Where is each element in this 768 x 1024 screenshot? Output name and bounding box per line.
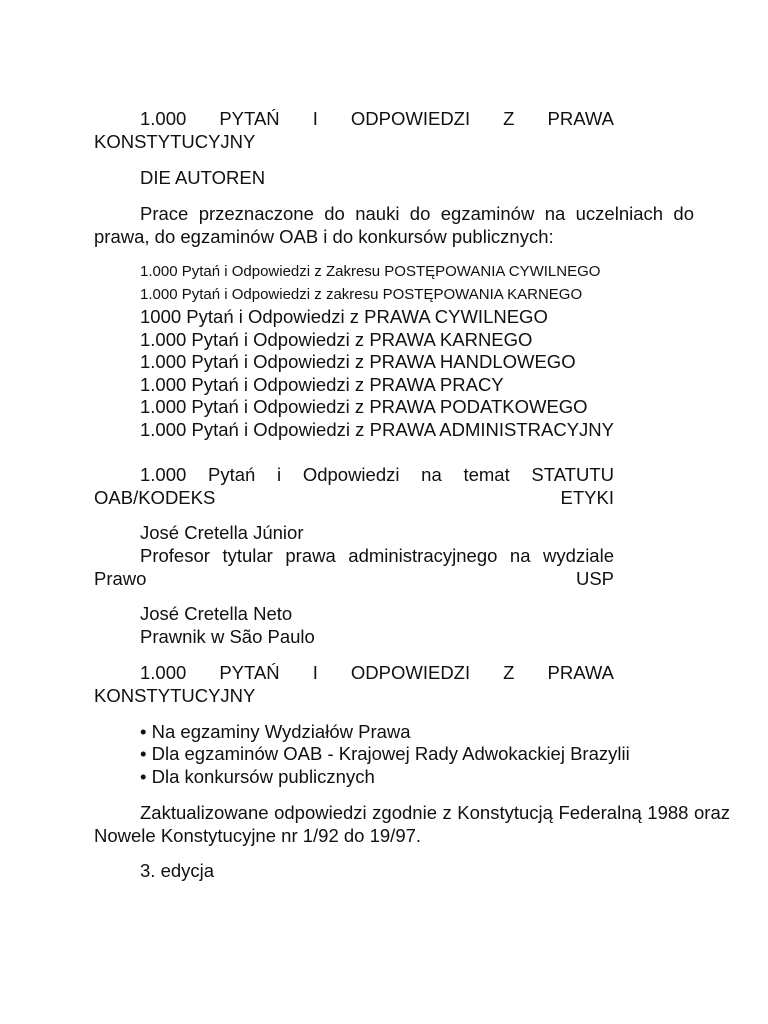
title-heading-2: 1.000 PYTAŃ I ODPOWIEDZI Z PRAWA KONSTYTUCYJNY [94,662,614,706]
series-item: 1.000 Pytań i Odpowiedzi z PRAWA KARNEGO [140,329,533,350]
series-item: 1.000 Pytań i Odpowiedzi z Zakresu POSTĘPOWANIA CYWILNEGO [140,263,601,280]
series-item: 1.000 Pytań i Odpowiedzi z PRAWA PODATKOWEGO [140,396,588,417]
bullet-item: • Na egzaminy Wydziałów Prawa [140,721,411,742]
series-item: 1.000 Pytań i Odpowiedzi z PRAWA PRACY [140,374,504,395]
series-item: 1.000 Pytań i Odpowiedzi z PRAWA HANDLOWEGO [140,351,576,372]
series-item: 1.000 Pytań i Odpowiedzi z zakresu POSTĘPOWANIA KARNEGO [140,286,583,303]
author-name: José Cretella Júnior [140,522,304,543]
intro-paragraph: Prace przeznaczone do nauki do egzaminów na uczelniach do prawa, do egzaminów OAB i do konkursów publicznych: [94,203,694,247]
bullet-item: • Dla egzaminów OAB - Krajowej Rady Adwokackiej Brazylii [140,743,630,764]
series-item: 1.000 Pytań i Odpowiedzi na temat STATUTU OAB/KODEKS ETYKI [94,464,614,508]
author-name: José Cretella Neto [140,603,293,624]
bullet-item: • Dla konkursów publicznych [140,766,375,787]
author-description: Prawnik w São Paulo [140,626,315,647]
author-description: Profesor tytular prawa administracyjnego na wydziale Prawo USP [94,545,614,589]
authors-heading: DIE AUTOREN [140,167,266,188]
edition-label: 3. edycja [140,860,215,881]
title-heading-1: 1.000 PYTAŃ I ODPOWIEDZI Z PRAWA KONSTYTUCYJNY [94,108,614,152]
series-item: 1.000 Pytań i Odpowiedzi z PRAWA ADMINISTRACYJNY [140,419,614,440]
update-note: Zaktualizowane odpowiedzi zgodnie z Konstytucją Federalną 1988 oraz Nowele Konstytucyjne nr 1/92 do 19/97. [94,802,730,846]
series-item: 1000 Pytań i Odpowiedzi z PRAWA CYWILNEGO [140,306,548,327]
